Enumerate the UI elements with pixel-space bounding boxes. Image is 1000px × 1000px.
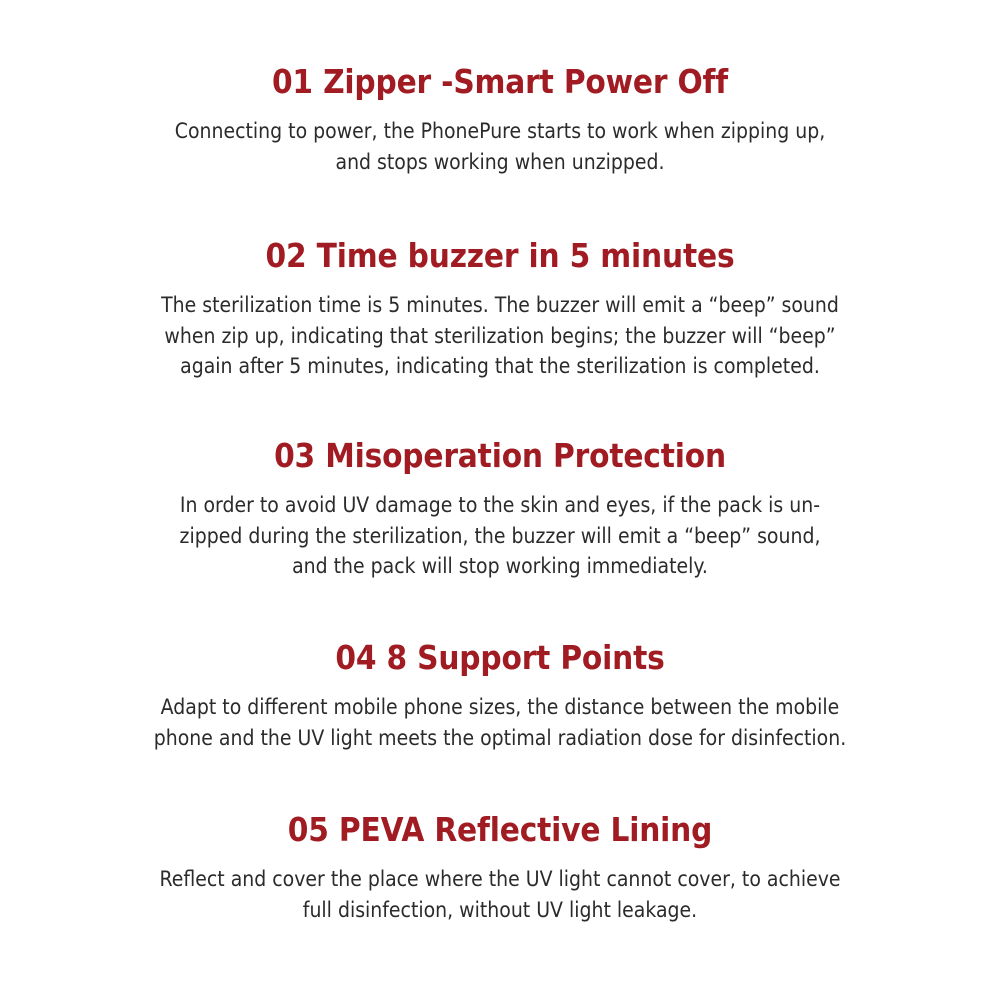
feature-description — [0, 692, 1000, 753]
feature-section-zipper — [0, 62, 1000, 177]
feature-heading: 02 Time buzzer in 5 minutes — [265, 236, 735, 275]
description-line: again after 5 minutes, indicating that the sterilization is completed. — [180, 354, 820, 378]
description-line: and stops working when unzipped. — [335, 149, 665, 174]
description-line: and the pack will stop working immediately. — [292, 554, 708, 578]
feature-section-support-points — [0, 638, 1000, 753]
description-line: when zip up, indicating that sterilization begins; the buzzer will “beep” — [164, 323, 836, 348]
description-line: full disinfection, without UV light leakage. — [302, 897, 698, 922]
feature-section-misoperation-protection — [0, 436, 1000, 582]
description-line: phone and the UV light meets the optimal radiation dose for disinfection. — [153, 725, 847, 750]
description-line: Connecting to power, the PhonePure starts to work when zipping up, — [174, 119, 826, 143]
description-line: Adapt to different mobile phone sizes, the distance between the mobile — [160, 695, 840, 719]
description-line: The sterilization time is 5 minutes. The buzzer will emit a “beep” sound — [161, 293, 839, 317]
description-line: In order to avoid UV damage to the skin and eyes, if the pack is un- — [179, 493, 821, 517]
feature-section-reflective-lining — [0, 810, 1000, 925]
description-line: Reflect and cover the place where the UV light cannot cover, to achieve — [159, 867, 841, 891]
feature-heading: 03 Misoperation Protection — [274, 436, 726, 475]
feature-heading: 04 8 Support Points — [335, 638, 665, 677]
feature-heading: 05 PEVA Reflective Lining — [287, 810, 713, 849]
feature-description — [0, 864, 1000, 925]
feature-section-time-buzzer — [0, 236, 1000, 382]
description-line: zipped during the sterilization, the buzzer will emit a “beep” sound, — [179, 523, 821, 548]
feature-heading: 01 Zipper -Smart Power Off — [271, 62, 729, 101]
feature-description — [0, 116, 1000, 177]
feature-description — [0, 490, 1000, 582]
feature-description — [0, 290, 1000, 382]
